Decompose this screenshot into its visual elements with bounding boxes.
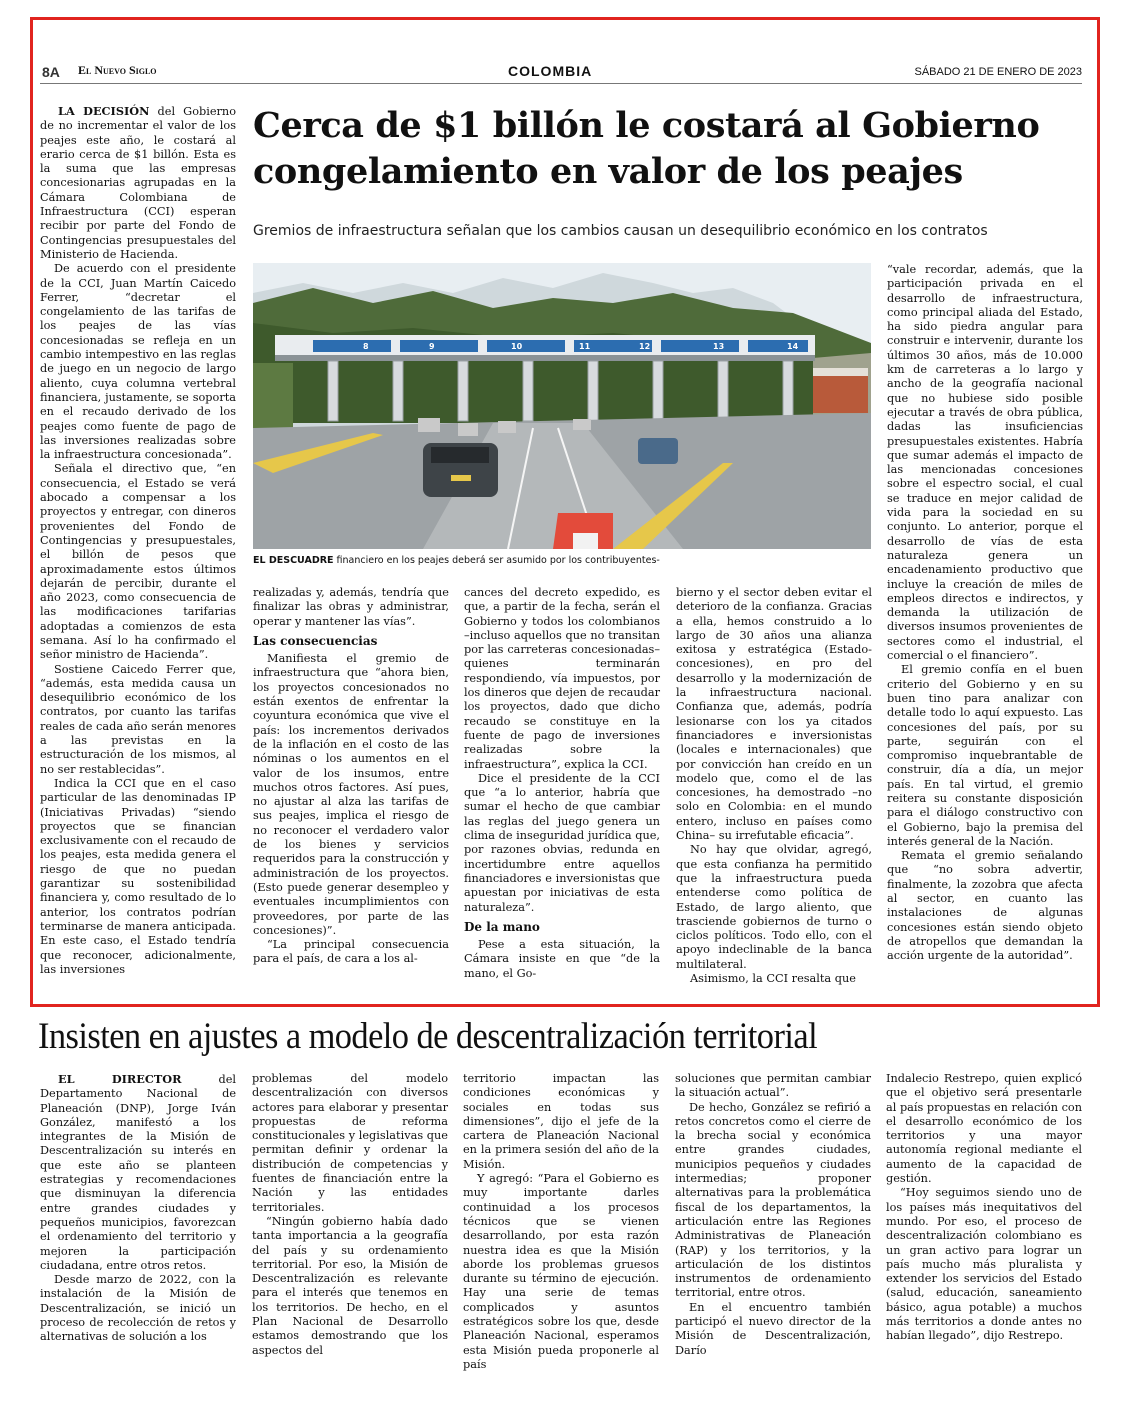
paragraph: Sostiene Caicedo Ferrer que, “además, esta medida causa un desequilibrio económico de los contratos, por cuanto las tarifas reales de cada año serán menores a las previstas en la estructuración de los mismos, al no ser restablecidas”. (40, 662, 236, 776)
caption-lead: EL DESCUADRE (253, 555, 334, 566)
article1-column-5 (887, 263, 1083, 996)
toll-plaza-photo (253, 263, 871, 549)
paragraph: Remata el gremio señalando que “no sobra advertir, finalmente, la zozobra que afecta al sector, en cuanto las instalaciones de algunas concesiones están siendo objeto de atropellos que demandan la acción urgente de la autoridad”. (887, 849, 1083, 963)
paragraph: bierno y el sector deben evitar el deterioro de la confianza. Gracias a ella, hemos construido a lo largo de 30 años una alianza exitosa y estratégica (Estado-concesiones), en pro del desarrollo y la modernización de la infraestructura nacional. Confianza que, además, podría lesionarse con los ya citados financiadores e inversionistas (locales e internacionales) que por convicción han creído en un modelo que, como el de las concesiones, ha demostrado –no solo en Colombia: en el mundo entero, incluso en países como China– su irrefutable eficacia”. (676, 586, 872, 843)
paragraph: De hecho, González se refirió a retos concretos como el cierre de la brecha social y económica entre grandes ciudades, municipios pequeños y ciudades intermedias; proponer alternativas para la problemática fiscal de los departamentos, la articulación entre las Regiones Administrativas de Planeación (RAP) y los territorios, y la articulación de los distintos instrumentos de ordenamiento territorial, entre otros. (675, 1100, 871, 1300)
paragraph: realizadas y, además, tendría que finalizar las obras y administrar, operar y mantener las vías”. (253, 586, 449, 628)
issue-date: SÁBADO 21 DE ENERO DE 2023 (914, 66, 1082, 78)
paragraph: territorio impactan las condiciones económicas y sociales en todas sus dimensiones”, dijo el jefe de la cartera de Planeación Nacional en la primera sesión del año de la Misión. (463, 1072, 659, 1171)
booth-number: 11 (579, 342, 591, 351)
paragraph: Y agregó: “Para el Gobierno es muy importante darles continuidad a los procesos técnicos que se vienen desarrollando, por esta razón nuestra idea es que la Misión aborde los problemas gruesos durante su término de ejecución. Hay una serie de temas complicados y asuntos estratégicos sobre los que, desde Planeación Nacional, esperamos esta Misión pueda proponerle al país (463, 1172, 659, 1371)
paragraph: Desde marzo de 2022, con la instalación de la Misión de Descentralización, se inició un proceso de recolección de retos y alternativas de solución a los (40, 1273, 236, 1344)
caption-text: financiero en los peajes deberá ser asumido por los contribuyentes- (333, 555, 660, 566)
paragraph: del Departamento Nacional de Planeación (DNP), Jorge Iván González, manifestó a los integrantes de la Misión de Descentralización su interés en que este año se planteen estrategias y recomendaciones que disminuyan la diferencia entre grandes ciudades y pequeños municipios, favorezcan el ordenamiento del territorio y mejoren la participación ciudadana, entre otros retos. (40, 1073, 236, 1272)
lead-word: EL DIRECTOR (58, 1072, 182, 1086)
booth-number: 12 (639, 342, 651, 351)
section-name: COLOMBIA (508, 63, 593, 79)
paragraph: del Gobierno de no incrementar el valor de los peajes este año, le costará al erario cerca de $1 billón. Esta es la suma que las empresas concesionarias agrupadas en la Cámara Colombiana de Infraestructura (CCI) esperan recibir por parte del Fondo de Contingencias presupuestales del Ministerio de Hacienda. (40, 105, 237, 261)
article2-column-3 (463, 1072, 659, 1371)
subheading: Las consecuencias (253, 633, 378, 648)
paragraph: Pese a esta situación, la Cámara insiste en que “de la mano, el Go- (464, 938, 660, 980)
paragraph: problemas del modelo descentralización con diversos actores para elaborar y presentar propuestas de reforma constitucionales y legislativas que permitan definir y ordenar la distribución de competencias y fuentes de financiación entre la Nación y las entidades territoriales. (252, 1072, 448, 1214)
subheading: De la mano (464, 919, 540, 934)
paragraph: “vale recordar, además, que la participación privada en el desarrollo de infraestructura, como principal aliada del Estado, ha sido piedra angular para construir e intervenir, durante los últimos 30 años, más de 10.000 km de carreteras a lo largo y ancho de la geografía nacional que no hubiese sido posible ejecutar a través de obra pública, dadas las insuficiencias presupuestales existentes. Habría que sumar además el impacto de las mencionadas concesiones sobre el espectro social, el cual se traduce en mejor calidad de vida para la sociedad en su conjunto. Lo anterior, porque el desarrollo de vías de esta naturaleza genera un encadenamiento productivo que incluye la creación de miles de empleos directos e indirectos, y demanda la utilización de diversos insumos provenientes de sectores como el industrial, el comercial o el financiero”. (887, 263, 1083, 663)
paragraph: “Hoy seguimos siendo uno de los países más inequitativos del mundo. Por eso, el proceso de descentralización colombiano es un gran activo para lograr un país mucho más pluralista y extender los servicios del Estado (salud, educación, saneamiento básico, agua potable) a muchos más territorios a donde antes no habían llegado”, dijo Restrepo. (886, 1186, 1082, 1343)
booth-number: 9 (429, 342, 435, 351)
booth-number: 14 (787, 342, 799, 351)
article1-column-3 (464, 586, 660, 996)
article-subhead: Gremios de infraestructura señalan que los cambios causan un desequilibrio económico en los contratos (253, 223, 988, 239)
paragraph: De acuerdo con el presidente de la CCI, Juan Martín Caicedo Ferrer, “decretar el congelamiento de las tarifas de los peajes de las vías concesionadas se refleja en un cambio intempestivo en las reglas de juego en un negocio de largo aliento, cuya columna vertebral financiera, justamente, se soporta en el recaudo derivado de los peajes como fuente de pago de las inversiones realizadas sobre la infraestructura concesionada”. (40, 262, 236, 462)
page-number: 8A (42, 64, 60, 80)
article1-column-2 (253, 586, 449, 996)
article1-column-4 (676, 586, 872, 996)
paragraph: No hay que olvidar, agregó, que esta confianza ha permitido que la infraestructura pueda entenderse como política de Estado, de largo aliento, que trasciende gobiernos de turno o ciclos políticos. Todo ello, con el apoyo indeclinable de la banca multilateral. (676, 843, 872, 971)
paragraph: Dice el presidente de la CCI que “a lo anterior, habría que sumar el hecho de que cambiar las reglas del juego genera un clima de inseguridad jurídica que, por razones obvias, redunda en incertidumbre entre aquellos financiadores e inversionistas que apuestan por iniciativas de esta naturaleza”. (464, 771, 660, 914)
header-rule (40, 83, 1082, 84)
lead-word: LA DECISIÓN (58, 104, 150, 118)
paragraph: Manifiesta el gremio de infraestructura que “ahora bien, los proyectos concesionados no están exentos de enfrentar la coyuntura económica que vive el país: los incrementos derivados de la inflación en el costo de las nóminas o los aumentos en el valor de los insumos, entre muchos otros factores. Así pues, no ajustar al alza las tarifas de sus peajes, implica el riesgo de no reconocer el verdadero valor de los bienes y servicios requeridos para la construcción y administración de los proyectos. (Esto puede generar desempleo y eventuales incumplimientos con proveedores, por parte de las concesiones)”. (253, 652, 449, 937)
booth-number: 8 (363, 342, 369, 351)
newspaper-name: El Nuevo Siglo (78, 63, 157, 77)
article2-column-4 (675, 1072, 871, 1362)
paragraph: “Ningún gobierno había dado tanta importancia a la geografía del país y su ordenamiento territorial. Por eso, la Misión de Descentralización es relevante para el interés que tenemos en los territorios. De hecho, en el Plan Nacional de Desarrollo estamos demostrando que los aspectos del (252, 1214, 448, 1357)
article2-column-1 (40, 1072, 236, 1362)
paragraph: Indica la CCI que en el caso particular de las denominadas IP (Iniciativas Privadas) “siendo proyectos que se financian exclusivamente con el recaudo de los peajes, esta medida genera el riesgo de que no puedan garantizar su sostenibilidad financiera y, como resultado de lo anterior, los contratos podrían terminarse de manera anticipada. En este caso, el Estado tendría que reconocer, adicionalmente, las inversiones (40, 776, 236, 976)
article2-column-2 (252, 1072, 448, 1362)
paragraph: cances del decreto expedido, es que, a partir de la fecha, serán el Gobierno y todos los colombianos –incluso aquellos que no transitan por las carreteras concesionadas– quienes terminarán respondiendo, vía impuestos, por los dineros que dejen de recaudar los proyectos, dado que dicho recaudo se constituye en la fuente de pago de inversiones realizadas sobre la infraestructura”, explica la CCI. (464, 586, 660, 771)
photo-caption (253, 555, 873, 566)
paragraph: Señala el directivo que, “en consecuencia, el Estado se verá abocado a compensar a los proyectos y entregar, con dineros provenientes del Fondo de Contingencias y presupuestales, el billón de pesos que aproximadamente estos últimos dejarán de percibir, durante el año 2023, como consecuencia de las modificaciones tarifarias adoptadas a comienzos de esta semana. Así lo ha confirmado el señor ministro de Hacienda”. (40, 462, 236, 662)
article2-headline: Insisten en ajustes a modelo de descentralización territorial (38, 1016, 818, 1057)
booth-number: 10 (511, 342, 523, 351)
paragraph: Indalecio Restrepo, quien explicó que el objetivo será presentarle al país propuestas en relación con el desarrollo económico de los territorios y una mayor autonomía regional mediante el aumento de la capacidad de gestión. (886, 1072, 1082, 1186)
article1-column-1 (40, 104, 236, 996)
paragraph: El gremio confía en el buen criterio del Gobierno y en su buen tino para analizar con detalle todo lo aquí expuesto. Las concesiones del país, por su parte, seguirán con el compromiso inquebrantable de construir, día a día, un mejor país. En tal virtud, el gremio reitera su constante disposición para el diálogo constructivo con el Gobierno, bajo la premisa del interés general de la Nación. (887, 663, 1083, 848)
paragraph: soluciones que permitan cambiar la situación actual”. (675, 1072, 871, 1100)
paragraph: En el encuentro también participó el nuevo director de la Misión de Descentralización, Darío (675, 1300, 871, 1357)
paragraph: “La principal consecuencia para el país, de cara a los al- (253, 938, 449, 966)
article2-column-5 (886, 1072, 1082, 1362)
paragraph: Asimismo, la CCI resalta que (690, 972, 856, 986)
article-headline: Cerca de $1 billón le costará al Gobierno congelamiento en valor de los peajes (253, 105, 1040, 192)
booth-number: 13 (713, 342, 725, 351)
